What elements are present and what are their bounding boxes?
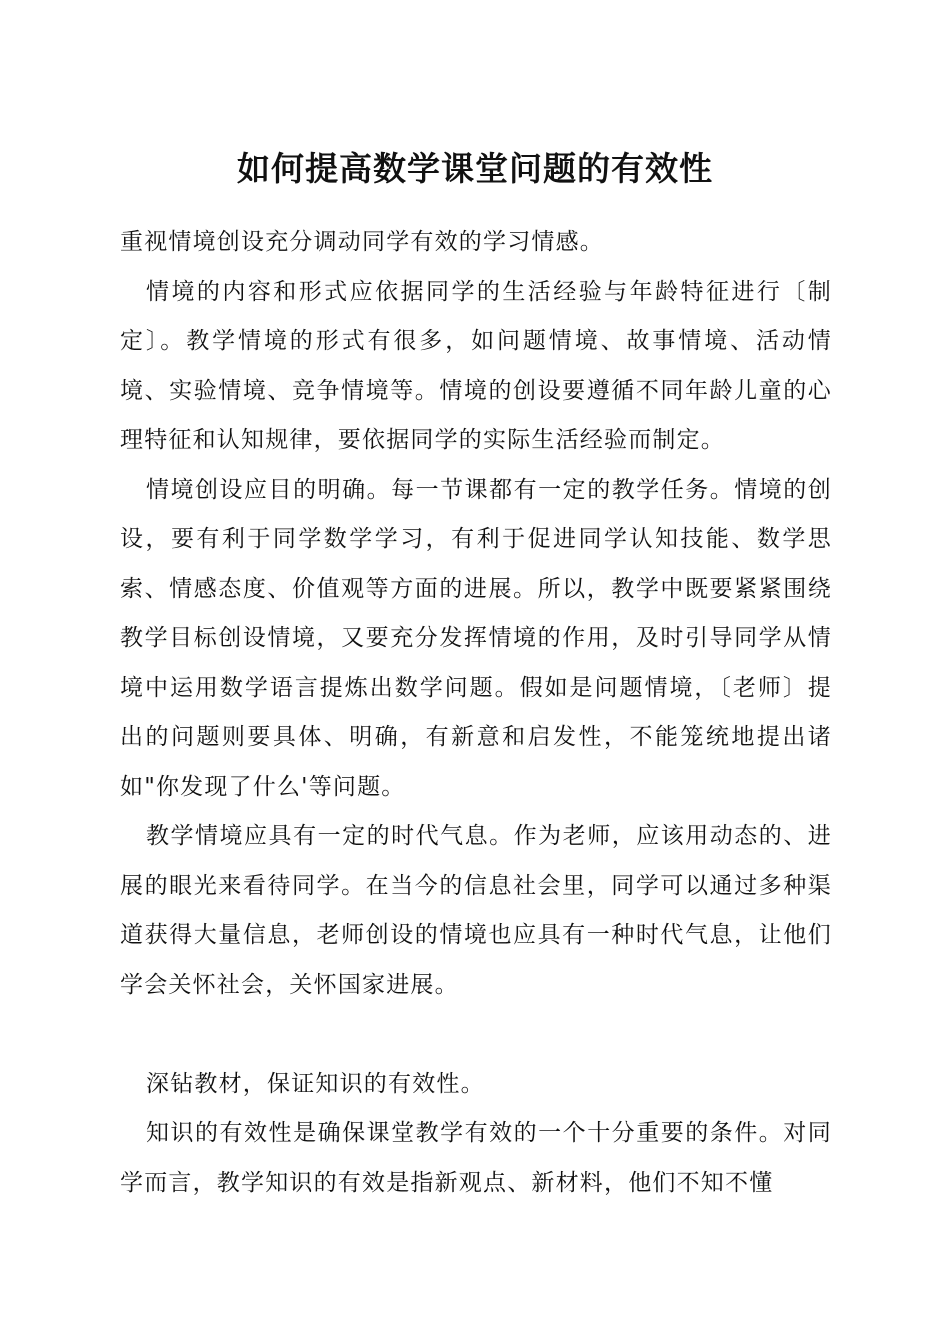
paragraph: 情境的内容和形式应依据同学的生活经验与年龄特征进行〔制定〕。教学情境的形式有很多，如问题情境、故事情境、活动情境、实验情境、竞争情境等。情境的创设要遵循不同年龄儿童的心理特征和认知规律，要依据同学的实际生活经验而制定。 (120, 278, 832, 453)
paragraph: 情境创设应目的明确。每一节课都有一定的教学任务。情境的创设，要有利于同学数学学习，有利于促进同学认知技能、数学思索、情感态度、价值观等方面的进展。所以，教学中既要紧紧围绕教学目标创设情境，又要充分发挥情境的作用，及时引导同学从情境中运用数学语言提炼出数学问题。假如是问题情境，〔老师〕提出的问题则要具体、明确，有新意和启发性，不能笼统地提出诸如"你发现了什么'等问题。 (120, 476, 832, 800)
paragraph-heading-1: 重视情境创设充分调动同学有效的学习情感。 (120, 229, 604, 255)
paragraph-heading-2: 深钻教材，保证知识的有效性。 (146, 1070, 485, 1097)
document-body (120, 218, 832, 1208)
paragraph: 知识的有效性是确保课堂教学有效的一个十分重要的条件。对同学而言，教学知识的有效是指新观点、新材料，他们不知不懂 (120, 1120, 832, 1196)
paragraph: 教学情境应具有一定的时代气息。作为老师，应该用动态的、进展的眼光来看待同学。在当今的信息社会里，同学可以通过多种渠道获得大量信息，老师创设的情境也应具有一种时代气息，让他们学会关怀社会，关怀国家进展。 (120, 823, 832, 998)
paragraph-spacer (120, 1010, 832, 1060)
document-title: 如何提高数学课堂问题的有效性 (237, 149, 713, 188)
